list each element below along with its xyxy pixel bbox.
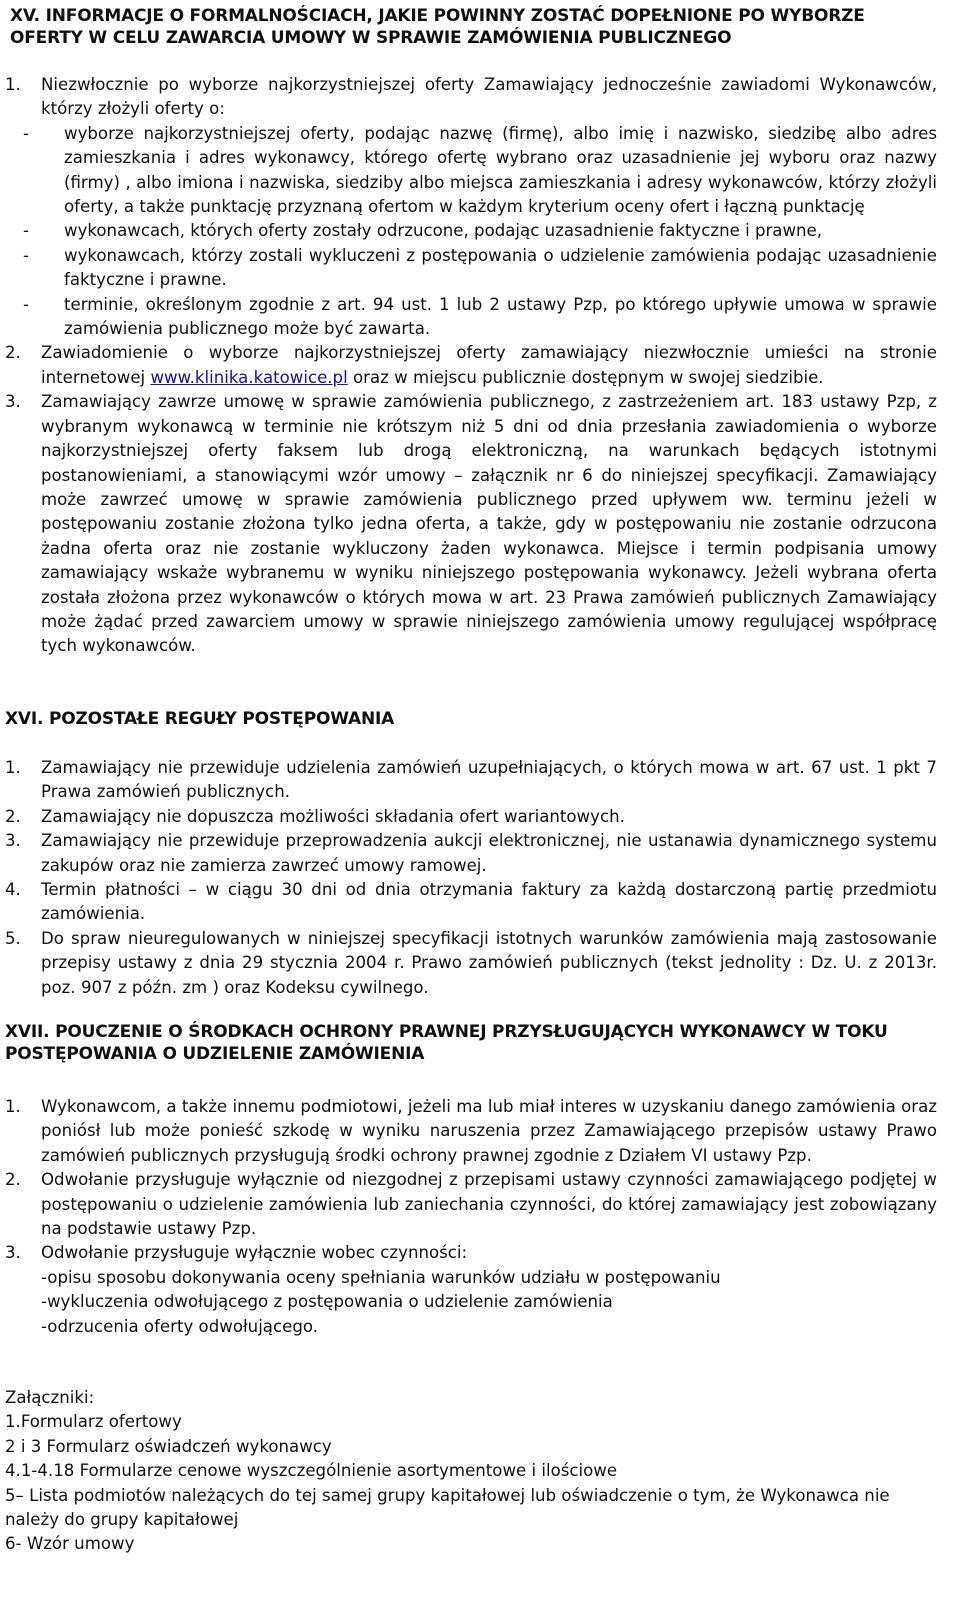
attachments-title: Załączniki: xyxy=(5,1388,95,1407)
xvi-paragraph-5 xyxy=(5,927,937,1000)
xvi-paragraph-4-text: Termin płatności – w ciągu 30 dni od dnia otrzymania faktury za każdą dostarczoną partię przedmiotu zamówienia. xyxy=(41,880,937,924)
section-xvii-body xyxy=(5,1095,937,1339)
xv-paragraph-3-number: 3. xyxy=(5,392,21,412)
bullet-dash: - xyxy=(23,123,29,143)
xv-bullet-3 xyxy=(5,244,937,293)
attachment-item: 5– Lista podmiotów należących do tej samej grupy kapitałowej lub oświadczenie o tym, że Wykonawca nie należy do grupy kapitałowej xyxy=(5,1485,890,1530)
section-xv-body xyxy=(5,73,937,659)
bullet-dash: - xyxy=(23,221,29,241)
attachment-item: 1.Formularz ofertowy xyxy=(5,1412,182,1432)
bullet-dash: - xyxy=(23,294,29,314)
xv-paragraph-1-text: Niezwłocznie po wyborze najkorzystniejszej oferty Zamawiający jednocześnie zawiadomi Wykonawców, którzy złożyli oferty o: xyxy=(41,75,937,119)
xvii-paragraph-2-text: Odwołanie przysługuje wyłącznie od niezgodnej z przepisami ustawy czynności zamawiającego podjętej w postępowaniu o udzielenie zamówienia lub zaniechania czynności, do której zamawiający jest zobowiązany na podstawie ustawy Pzp. xyxy=(41,1170,937,1239)
xv-bullet-1 xyxy=(5,122,937,220)
xvi-paragraph-3-text: Zamawiający nie przewiduje przeprowadzenia aukcji elektronicznej, nie ustanawia dynamicznego systemu zakupów oraz nie zamierza zawrzeć umowy ramowej. xyxy=(41,831,937,875)
xv-bullet-4 xyxy=(5,293,937,342)
xvii-paragraph-3 xyxy=(5,1241,937,1265)
xv-bullet-2-text: wykonawcach, których oferty zostały odrzucone, podając uzasadnienie faktyczne i prawne, xyxy=(64,221,823,241)
xvii-subitem-2: -wykluczenia odwołującego z postępowania o udzielenie zamówienia xyxy=(41,1292,613,1312)
xvi-paragraph-1-text: Zamawiający nie przewiduje udzielenia zamówień uzupełniających, o których mowa w art. 67 ust. 1 pkt 7 Prawa zamówień publicznych. xyxy=(41,758,937,802)
section-xvi-heading: XVI. POZOSTAŁE REGUŁY POSTĘPOWANIA xyxy=(5,709,395,729)
xvii-paragraph-2-number: 2. xyxy=(5,1170,21,1190)
xvii-paragraph-2 xyxy=(5,1168,937,1241)
xv-bullet-2 xyxy=(5,219,937,243)
section-xvi xyxy=(5,708,937,730)
xv-paragraph-3-text: Zamawiający zawrze umowę w sprawie zamówienia publicznego, z zastrzeżeniem art. 183 ustawy Pzp, z wybranym wykonawcą w terminie nie krótszym niż 5 dni od dnia przesłania zawiadomienia o wyborze najkorzystniejszej oferty faksem lub drogą elektroniczną, na warunkach będących istotnymi postanowieniami, a stanowiącymi wzór umowy – załącznik nr 6 do niniejszej specyfikacji. Zamawiający może zawrzeć umowę w sprawie zamówienia publicznego przed upływem ww. terminu jeżeli w postępowaniu zostanie złożona tylko jedna oferta, a także, gdy w postępowaniu nie zostanie odrzucona żadna oferta oraz nie zostanie wykluczony żaden wykonawca. Miejsce i termin podpisania umowy zamawiający wskaże wybranemu w wyniku niniejszego postępowania wykonawcy. Jeżeli wybrana oferta została złożona przez wykonawców o których mowa w art. 23 Prawa zamówień publicznych Zamawiający może żądać przed zawarciem umowy w sprawie niniejszego zamówienia umowy regulującej współpracę tych wykonawców. xyxy=(41,392,937,656)
xv-bullet-3-text: wykonawcach, którzy zostali wykluczeni z postępowania o udzielenie zamówienia podając uzasadnienie faktyczne i prawne. xyxy=(64,245,937,290)
xvi-paragraph-2-text: Zamawiający nie dopuszcza możliwości składania ofert wariantowych. xyxy=(41,806,625,826)
xv-paragraph-1 xyxy=(5,73,937,122)
xvii-subitem-3: -odrzucenia oferty odwołującego. xyxy=(41,1316,318,1336)
xvii-paragraph-1-text: Wykonawcom, a także innemu podmiotowi, jeżeli ma lub miał interes w uzyskaniu danego zamówienia oraz poniósł lub może ponieść szkodę w wyniku naruszenia przez Zamawiającego przepisów ustawy Prawo zamówień publicznych przysługują środki ochrony prawnej zgodnie z Działem VI ustawy Pzp. xyxy=(41,1097,937,1165)
xvii-paragraph-3-text: Odwołanie przysługuje wyłącznie wobec czynności: xyxy=(41,1243,468,1263)
xvi-paragraph-5-text: Do spraw nieuregulowanych w niniejszej specyfikacji istotnych warunków zamówienia mają zastosowanie przepisy ustawy z dnia 29 stycznia 2004 r. Prawo zamówień publicznych (tekst jednolity : Dz. U. z 2013r. poz. 907 z późn. zm ) oraz Kodeksu cywilnego. xyxy=(41,928,937,997)
section-xv xyxy=(10,5,935,49)
xvi-paragraph-3-number: 3. xyxy=(5,831,21,851)
xv-bullet-4-text: terminie, określonym zgodnie z art. 94 ust. 1 lub 2 ustawy Pzp, po którego upływie umowa w sprawie zamówienia publicznego może być zawarta. xyxy=(64,294,937,339)
xvi-paragraph-2 xyxy=(5,805,937,829)
xvii-subitem-1: -opisu sposobu dokonywania oceny spełniania warunków udziału w postępowaniu xyxy=(41,1267,721,1287)
section-xv-heading: XV. INFORMACJE O FORMALNOŚCIACH, JAKIE POWINNY ZOSTAĆ DOPEŁNIONE PO WYBORZE OFERTY W CELU ZAWARCIA UMOWY W SPRAWIE ZAMÓWIENIA PUBLICZNEGO xyxy=(10,6,865,48)
xvi-paragraph-5-number: 5. xyxy=(5,928,21,948)
section-xvi-body xyxy=(5,756,937,1000)
xv-bullet-1-text: wyborze najkorzystniejszej oferty, podając nazwę (firmę), albo imię i nazwisko, siedzibę albo adres zamieszkania i adres wykonawcy, którego ofertę wybrano oraz uzasadnienie jej wyboru oraz nazwy (firmy) , albo imiona i nazwiska, siedziby albo miejsca zamieszkania i adresy wykonawców, którzy złożyli oferty, a także punktację przyznaną ofertom w każdym kryterium oceny ofert i łączną punktację xyxy=(64,123,937,217)
xv-paragraph-3 xyxy=(5,390,937,658)
website-link[interactable]: www.klinika.katowice.pl xyxy=(150,367,348,387)
xvi-paragraph-1-number: 1. xyxy=(5,758,21,777)
xv-paragraph-2-number: 2. xyxy=(5,343,21,363)
xv-paragraph-2 xyxy=(5,341,937,390)
xvi-paragraph-1 xyxy=(5,756,937,805)
section-xvii xyxy=(5,1021,937,1065)
attachment-item: 4.1-4.18 Formularze cenowe wyszczególnienie asortymentowe i ilościowe xyxy=(5,1461,618,1481)
xv-paragraph-1-number: 1. xyxy=(5,75,21,94)
xvi-paragraph-2-number: 2. xyxy=(5,806,21,826)
attachment-item: 6- Wzór umowy xyxy=(5,1534,135,1554)
attachments xyxy=(5,1386,937,1557)
xvi-paragraph-3 xyxy=(5,829,937,878)
xvii-paragraph-3-number: 3. xyxy=(5,1243,21,1263)
xvi-paragraph-4 xyxy=(5,878,937,927)
xvii-paragraph-1-number: 1. xyxy=(5,1097,21,1116)
xvii-paragraph-1 xyxy=(5,1095,937,1168)
xvi-paragraph-4-number: 4. xyxy=(5,880,21,900)
xv-paragraph-2-text-a: Zawiadomienie o wyborze najkorzystniejszej oferty zamawiający niezwłocznie umieści na stronie internetowej xyxy=(41,343,937,387)
attachment-item: 2 i 3 Formularz oświadczeń wykonawcy xyxy=(5,1436,332,1456)
xv-paragraph-2-text-b: oraz w miejscu publicznie dostępnym w swojej siedzibie. xyxy=(347,367,824,387)
section-xvii-heading: XVII. POUCZENIE O ŚRODKACH OCHRONY PRAWNEJ PRZYSŁUGUJĄCYCH WYKONAWCY W TOKU POSTĘPOWANIA O UDZIELENIE ZAMÓWIENIA xyxy=(5,1022,888,1064)
bullet-dash: - xyxy=(23,245,29,265)
